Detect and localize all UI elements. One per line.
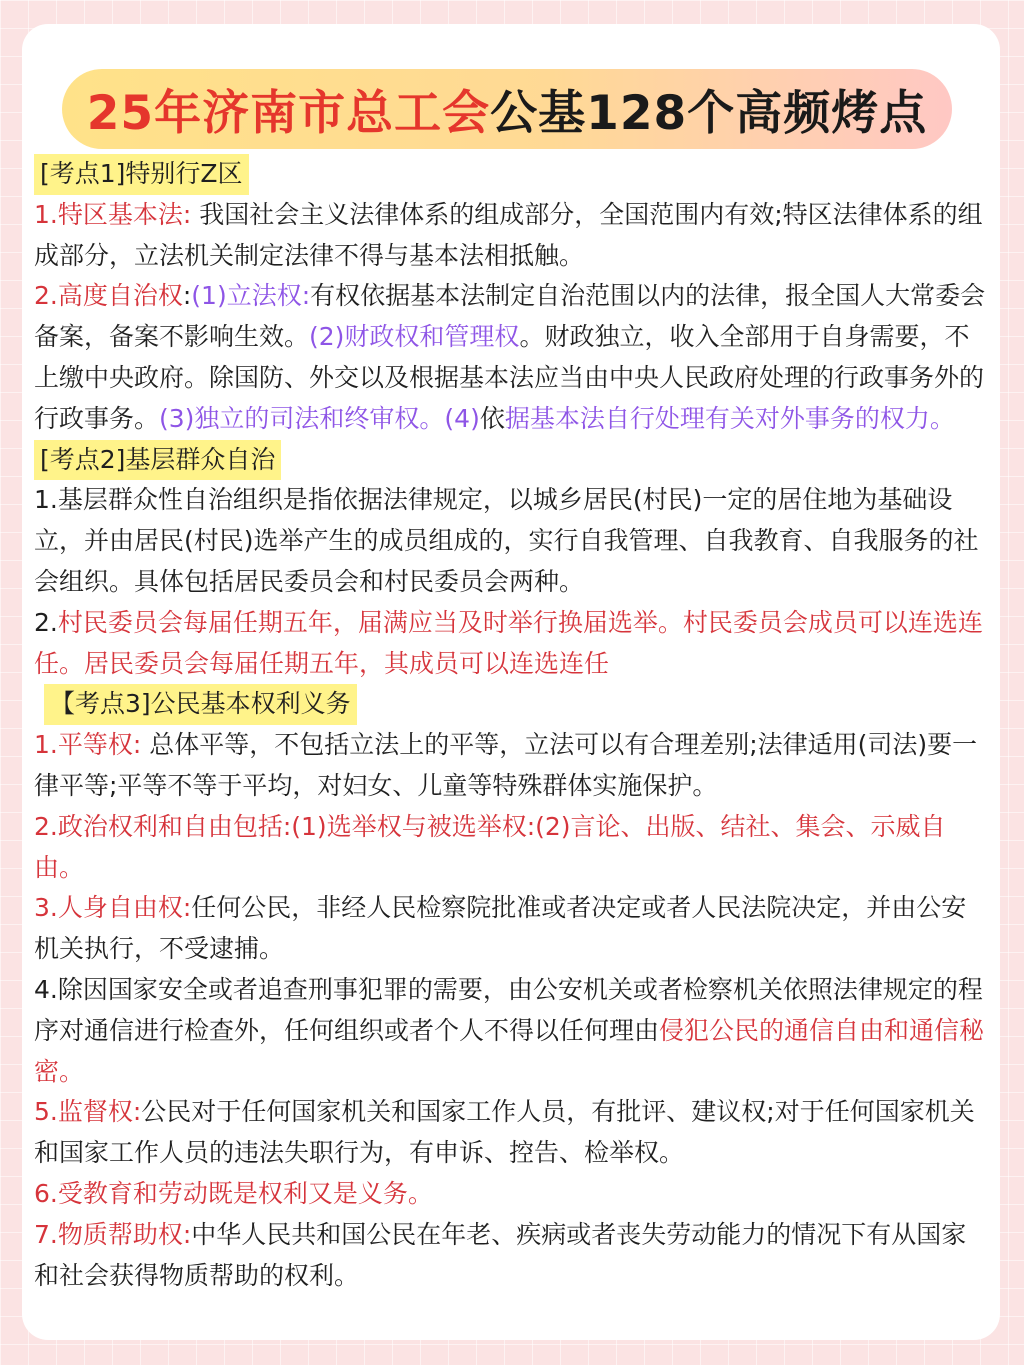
- item-text: 任何公民，非经人民检察院批准或者决定或者人民法院决定，并由公安机关执行，不受逮捕。: [34, 893, 967, 964]
- item-label: 6.受教育和劳动既是权利又是义务。: [34, 1178, 433, 1208]
- section-3-item-5: [34, 1092, 989, 1174]
- section-2-item-1: [34, 480, 989, 602]
- section-1-item-2: [34, 276, 989, 439]
- item-colon: :: [182, 281, 192, 311]
- section-1-heading: [考点1]特别行Z区: [34, 154, 249, 195]
- item-label: 1.平等权:: [34, 730, 142, 760]
- item-text: 公民对于任何国家机关和国家工作人员，有批评、建议权;对于任何国家机关和国家工作人员的违法失职行为，有申诉、控告、检举权。: [34, 1097, 975, 1168]
- section-3-item-2: [34, 807, 989, 889]
- section-2-item-2: [34, 603, 989, 685]
- section-2-heading-row: [34, 440, 989, 481]
- item-text: 1.基层群众性自治组织是指依据法律规定，以城乡居民(村民)一定的居住地为基础设立，并由居民(村民)选举产生的成员组成的，实行自我管理、自我教育、自我服务的社会组织。具体包括居民委员会和村民委员会两种。: [34, 485, 979, 596]
- section-3-item-4: [34, 970, 989, 1092]
- item-label: 2.高度自治权: [34, 281, 183, 311]
- title-red-part: 25年济南市总工会: [86, 85, 491, 141]
- item-text: 4.除因国家安全或者追查刑事犯罪的需要，由公安机关或者检察机关依照法律规定的程序对通信进行检查外，任何组织或者个人不得以任何理由: [34, 974, 983, 1045]
- page-title: [62, 69, 952, 149]
- item-label: 5.监督权:: [34, 1097, 142, 1127]
- item-red-tail: 侵犯公民的通信自由和通信秘密。: [34, 1015, 985, 1086]
- section-3-item-3: [34, 888, 989, 970]
- sub-label-legislation: (1)立法权:: [191, 281, 311, 311]
- section-3-heading-row: [34, 684, 989, 725]
- section-3-item-6: [34, 1174, 989, 1215]
- item-text: 依: [479, 403, 505, 433]
- item-text: 村民委员会每届任期五年，届满应当及时举行换届选举。村民委员会成员可以连选连任。居民委员会每届任期五年，其成员可以连选连任: [34, 607, 983, 678]
- section-3-heading: 【考点3]公民基本权利义务: [44, 684, 357, 725]
- item-text: 有权依据基本法制定自治范围以内的法律，报全国人大常委会备案，备案不影响生效。: [34, 281, 986, 352]
- sub-label-finance: (2)财政权和管理权: [309, 322, 520, 352]
- section-2-heading: [考点2]基层群众自治: [34, 440, 281, 481]
- item-prefix: 2.: [34, 607, 58, 637]
- title-black-part: 公基128个高频烤点: [490, 85, 928, 141]
- section-3-item-1: [34, 725, 989, 807]
- section-3-item-7: [34, 1215, 989, 1297]
- item-label: 2.政治权利和自由包括:(1)选举权与被选举权:(2)言论、出版、结社、集会、示威自由。: [34, 811, 946, 882]
- sub-label-judicial: (3)独立的司法和终审权。(4): [159, 403, 480, 433]
- section-1-heading-row: [34, 154, 989, 195]
- item-label: 1.特区基本法:: [34, 199, 192, 229]
- content-card: [22, 24, 1000, 1340]
- item-text: 我国社会主义法律体系的组成部分，全国范围内有效;特区法律体系的组成部分，立法机关制定法律不得与基本法相抵触。: [34, 199, 983, 270]
- item-text: 。财政独立，收入全部用于自身需要，不上缴中央政府。除国防、外交以及根据基本法应当由中央人民政府处理的行政事务外的行政事务。: [34, 322, 985, 433]
- article-body: [34, 154, 989, 1296]
- item-text: 中华人民共和国公民在年老、疾病或者丧失劳动能力的情况下有从国家和社会获得物质帮助的权利。: [34, 1219, 967, 1290]
- item-label: 7.物质帮助权:: [34, 1219, 192, 1249]
- section-1-item-1: [34, 195, 989, 277]
- sub-label-foreign-affairs: 据基本法自行处理有关对外事务的权力。: [504, 403, 955, 433]
- item-label: 3.人身自由权:: [34, 893, 192, 923]
- item-text: 总体平等，不包括立法上的平等，立法可以有合理差别;法律适用(司法)要一律平等;平等不等于平均，对妇女、儿童等特殊群体实施保护。: [34, 730, 978, 800]
